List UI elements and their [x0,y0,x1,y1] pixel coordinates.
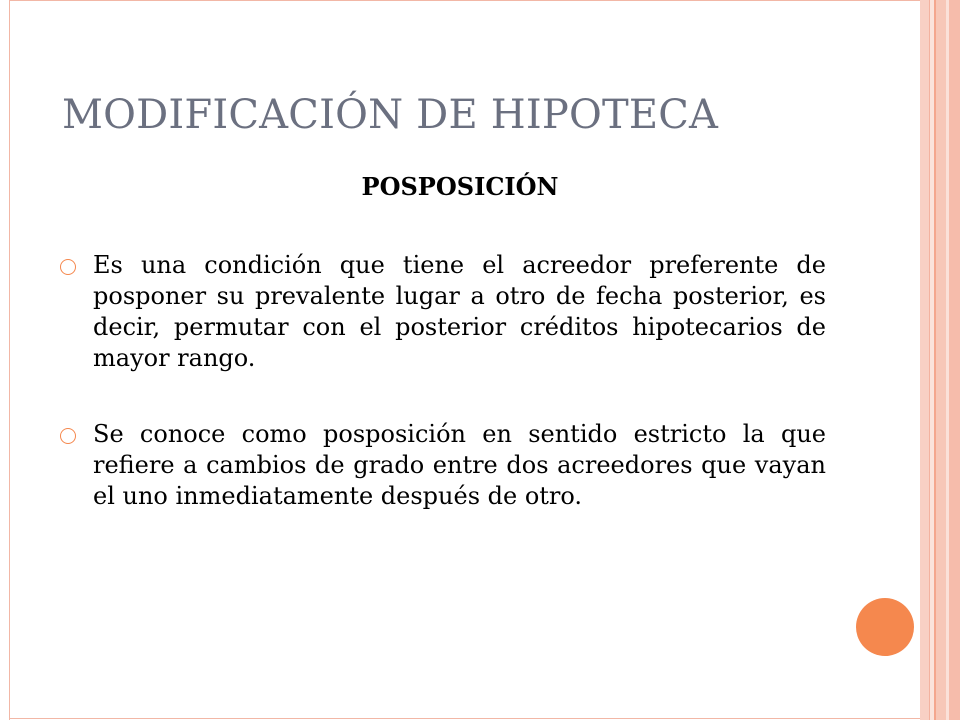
bullet-text: Se conoce como posposición en sentido estricto la que refiere a cambios de grado entre dos acreedores que vayan el uno inmediatamente después de otro. [93,420,826,510]
frame-left-border [9,0,10,720]
frame-bottom-border [9,718,921,719]
slide-title: MODIFICACIÓN DE HIPOTECA [62,92,719,138]
decor-stripe [936,0,946,720]
frame-top-border [9,0,921,1]
slide-subtitle: POSPOSICIÓN [361,172,559,201]
bullet-text: Es una condición que tiene el acreedor preferente de posponer su prevalente lugar a otro de fecha posterior, es decir, permutar con el posterior créditos hipotecarios de mayor rango. [93,251,826,372]
bullet-item [60,250,826,374]
filled-circle-icon [856,598,914,656]
decor-stripe [920,0,929,720]
hollow-circle-icon [60,259,76,275]
decor-stripe [949,0,960,720]
hollow-circle-icon [60,428,76,444]
bullet-item [60,419,826,512]
